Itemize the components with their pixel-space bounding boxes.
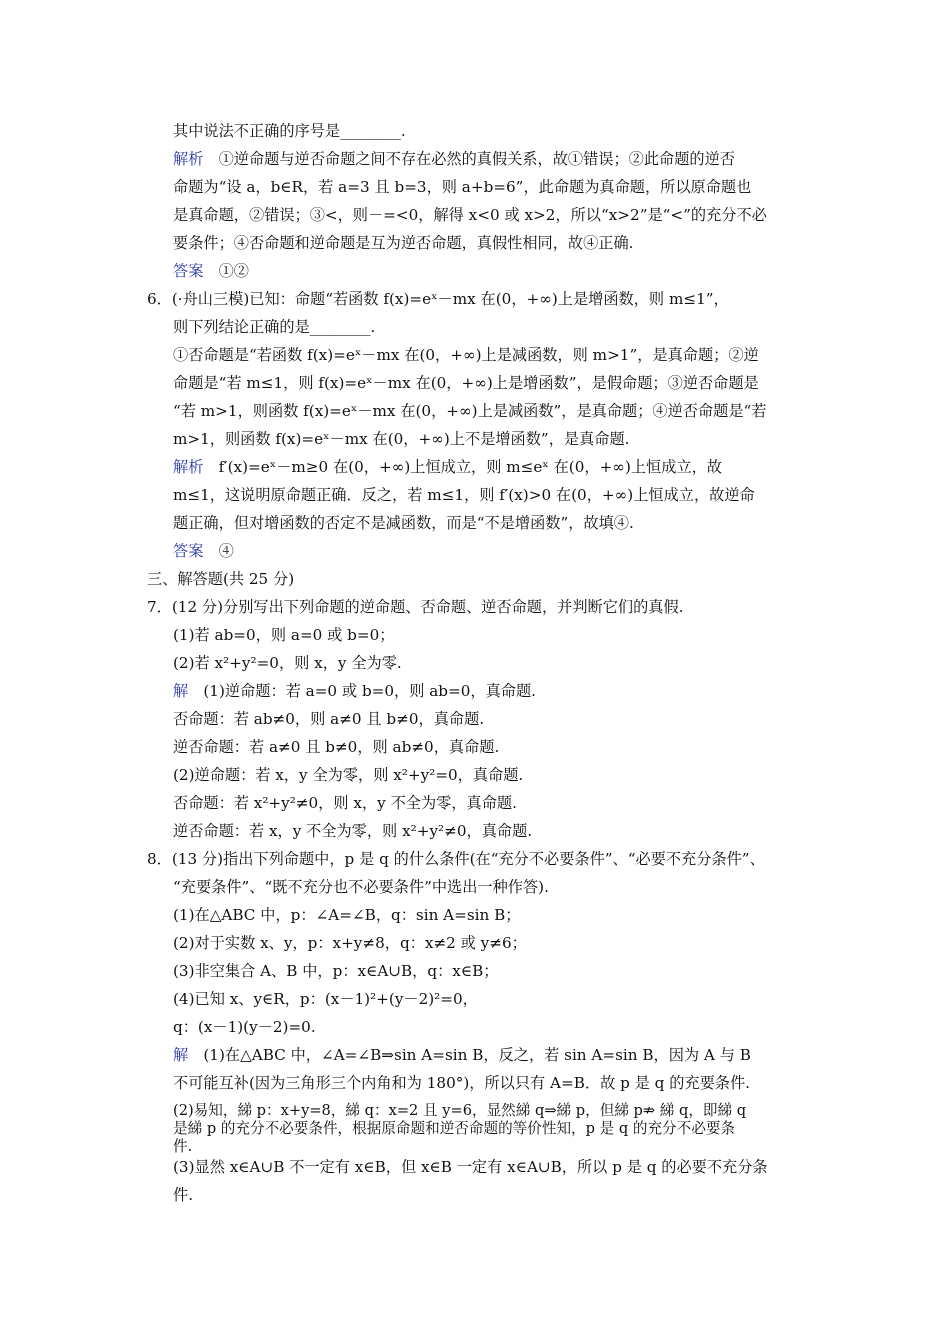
line-text: (1)逆命题：若 a=0 或 b=0，则 ab=0，真命题. [188, 682, 536, 700]
section-label: 答案 [173, 262, 204, 280]
line-text: (1)在△ABC 中，∠A=∠B⇒sin A=sin B，反之，若 sin A=sin B，因为 A 与 B [188, 1046, 751, 1064]
line-text: 否命题：若 ab≠0，则 a≠0 且 b≠0，真命题. [173, 710, 485, 728]
text-line [173, 737, 499, 757]
line-text: “若 m>1，则函数 f(x)=eˣ－mx 在(0，+∞)上是减函数”，是真命题；④逆否命题是“若 [173, 402, 767, 420]
line-text: ①逆命题与逆否命题之间不存在必然的真假关系，故①错误；②此命题的逆否 [203, 150, 735, 168]
line-text: 7．(12 分)分别写出下列命题的逆命题、否命题、逆否命题，并判断它们的真假. [147, 598, 684, 616]
text-line [173, 1045, 751, 1065]
line-text: 逆否命题：若 x，y 不全为零，则 x²+y²≠0，真命题. [173, 822, 533, 840]
line-text: 是真命题，②错误；③<，则－=<0，解得 x<0 或 x>2，所以“x>2”是“<”的充分不必 [173, 206, 767, 224]
line-text: m>1，则函数 f(x)=eˣ－mx 在(0，+∞)上不是增函数”，是真命题. [173, 430, 630, 448]
text-line [173, 961, 498, 981]
text-line [173, 821, 532, 841]
text-line [173, 765, 523, 785]
line-text: (2)若 x²+y²=0，则 x，y 全为零. [173, 654, 402, 672]
line-text: m≤1，这说明原命题正确．反之，若 m≤1，则 f′(x)>0 在(0，+∞)上恒成立，故逆命 [173, 486, 755, 504]
line-text: 8．(13 分)指出下列命题中，p 是 q 的什么条件(在“充分不必要条件”、“必要不充分条件”、 [147, 850, 765, 868]
text-line [173, 793, 517, 813]
text-line [173, 1017, 316, 1037]
text-line [173, 149, 735, 169]
line-text: (2)易知，綈 p：x+y=8，綈 q：x=2 且 y=6，显然綈 q⇒綈 p，但綈 p⇏ 綈 q，即綈 q [173, 1102, 747, 1119]
text-line [173, 1119, 735, 1139]
line-text: 要条件；④否命题和逆命题是互为逆否命题，真假性相同，故④正确. [173, 234, 634, 252]
section-label: 解 [173, 682, 189, 700]
text-line [147, 849, 765, 869]
line-text: “充要条件”、“既不充分也不必要条件”中选出一种作答). [173, 878, 549, 896]
text-line [147, 569, 294, 589]
section-label: 答案 [173, 542, 204, 560]
text-line [173, 1137, 192, 1157]
text-line [173, 681, 536, 701]
text-line [173, 429, 629, 449]
text-line [147, 289, 729, 309]
text-line [173, 401, 766, 421]
section-label: 解析 [173, 150, 204, 168]
text-line [173, 373, 759, 393]
line-text: (1)在△ABC 中，p：∠A=∠B，q：sin A=sin B； [173, 906, 521, 924]
text-line [173, 261, 249, 281]
line-text: (3)非空集合 A、B 中，p：x∈A∪B，q：x∈B； [173, 962, 499, 980]
text-line [173, 653, 402, 673]
text-line [173, 709, 484, 729]
section-label: 解析 [173, 458, 204, 476]
line-text: 逆否命题：若 a≠0 且 b≠0，则 ab≠0，真命题. [173, 738, 500, 756]
text-line [173, 933, 527, 953]
text-line [173, 121, 406, 141]
line-text: 是綈 p 的充分不必要条件，根据原命题和逆否命题的等价性知，p 是 q 的充分不必要条 [173, 1120, 736, 1137]
line-text: (2)对于实数 x、y，p：x+y≠8，q：x≠2 或 y≠6； [173, 934, 527, 952]
text-line [173, 1185, 193, 1205]
line-text: (2)逆命题：若 x，y 全为零，则 x²+y²=0，真命题. [173, 766, 524, 784]
text-line [173, 233, 633, 253]
text-line [173, 345, 759, 365]
line-text: 题正确，但对增函数的否定不是减函数，而是“不是增函数”，故填④. [173, 514, 634, 532]
text-line [173, 317, 375, 337]
line-text: (1)若 ab=0，则 a=0 或 b=0； [173, 626, 395, 644]
line-text: 命题是“若 m≤1，则 f(x)=eˣ－mx 在(0，+∞)上是增函数”，是假命题；③逆否命题是 [173, 374, 759, 392]
line-text: ①② [203, 262, 249, 280]
text-line [173, 1101, 746, 1121]
text-line [173, 905, 521, 925]
line-text: (3)显然 x∈A∪B 不一定有 x∈B，但 x∈B 一定有 x∈A∪B，所以 p 是 q 的必要不充分条 [173, 1158, 768, 1176]
line-text: 三、解答题(共 25 分) [147, 570, 295, 588]
text-line [173, 1073, 750, 1093]
line-text: 件. [173, 1186, 194, 1204]
line-text: 6．(·舟山三模)已知：命题“若函数 f(x)=eˣ－mx 在(0，+∞)上是增函数，则 m≤1”， [147, 290, 729, 308]
line-text: 则下列结论正确的是________. [173, 318, 376, 336]
text-line [173, 625, 394, 645]
line-text: 不可能互补(因为三角形三个内角和为 180°)，所以只有 A=B．故 p 是 q 的充要条件. [173, 1074, 750, 1092]
text-line [173, 541, 234, 561]
line-text: ④ [203, 542, 234, 560]
section-label: 解 [173, 1046, 189, 1064]
text-line [173, 513, 634, 533]
line-text: 否命题：若 x²+y²≠0，则 x，y 不全为零，真命题. [173, 794, 517, 812]
text-line [173, 457, 722, 477]
line-text: 件. [173, 1138, 193, 1155]
line-text: f′(x)=eˣ－m≥0 在(0，+∞)上恒成立，则 m≤eˣ 在(0，+∞)上恒成立，故 [203, 458, 722, 476]
text-line [173, 205, 767, 225]
line-text: q：(x－1)(y－2)=0. [173, 1018, 316, 1036]
text-line [173, 177, 751, 197]
line-text: 其中说法不正确的序号是________. [173, 122, 406, 140]
text-line [173, 877, 549, 897]
text-line [173, 1157, 768, 1177]
line-text: 命题为“设 a，b∈R，若 a=3 且 b=3，则 a+b=6”，此命题为真命题，所以原命题也 [173, 178, 752, 196]
line-text: (4)已知 x、y∈R，p：(x－1)²+(y－2)²=0， [173, 990, 478, 1008]
line-text: ①否命题是“若函数 f(x)=eˣ－mx 在(0，+∞)上是减函数，则 m>1”，是真命题；②逆 [173, 346, 759, 364]
text-line [173, 485, 755, 505]
text-line [173, 989, 478, 1009]
text-line [147, 597, 684, 617]
